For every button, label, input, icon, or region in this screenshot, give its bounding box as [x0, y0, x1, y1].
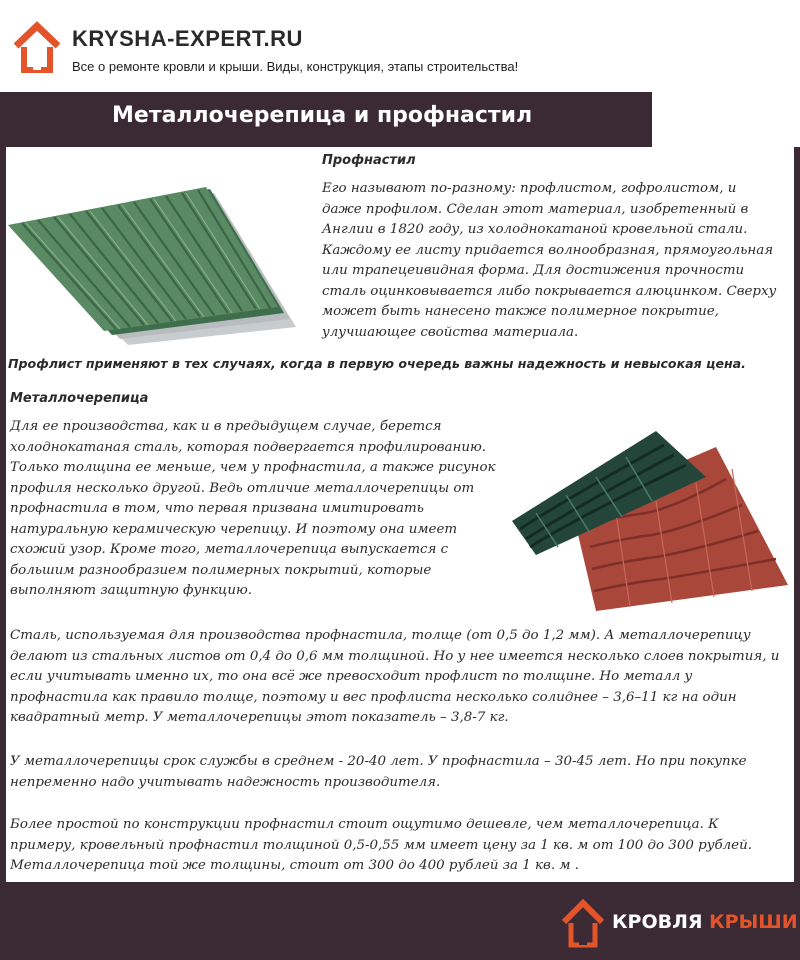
site-header	[0, 0, 800, 92]
footer-house-logo-icon	[560, 898, 606, 950]
metallocherepitsa-paragraph: Для ее производства, как и в предыдущем случае, берется холоднокатаная сталь, которая подвергается профилированию. Только толщина ее меньше, чем у профнастила, а также рисунок профиля несколько другой. Ведь отличие металлочерепицы от профнастила в том, что первая призвана имитировать натуральную керамическую черепицу. И поэтому она имеет схожий узор. Кроме того, металлочерепица выпускается с большим разнообразием полимерных покрытий, которые выполняют защитную функцию.	[10, 419, 496, 598]
footer-brand-part1: КРОВЛЯ	[612, 911, 710, 933]
comparison-thickness: Сталь, используемая для производства профнастила, толще (от 0,5 до 1,2 мм). А металлочерепицу делают из стальных листов от 0,4 до 0,6 мм толщиной. Но у нее имеется несколько слоев покрытия, и если учитывать именно их, то она всё же превосходит профлист по толщине. Но металл у профнастила как правило толще, поэтому и вес профлиста несколько солиднее – 3,6–11 кг на один квадратный метр. У металлочерепицы этот показатель – 3,8-7 кг.	[10, 628, 780, 725]
site-name[interactable]: KRYSHA-EXPERT.RU	[72, 26, 303, 51]
profnastil-paragraph: Его называют по-разному: профлистом, гофролистом, и даже профилом. Сделан этот материал, изобретенный в Англии в 1820 году, из холоднокатаной кровельной стали. Каждому ее листу придается волнообразная, прямоугольная или трапецеивидная форма. Для достижения прочности сталь оцинковывается либо покрывается алюцинком. Сверху может быть нанесено также полимерное покрытие, улучшающее свойства материала.	[322, 181, 777, 340]
content-panel	[6, 147, 794, 882]
comparison-lifetime: У металлочерепицы срок службы в среднем - 20-40 лет. У профнастила – 30-45 лет. Но при покупке непременно надо учитывать надежность производителя.	[10, 754, 747, 790]
metal-tile-sheets-image	[506, 417, 790, 612]
emphasis-statement: Профлист применяют в тех случаях, когда в первую очередь важны надежность и невысокая цена.	[8, 356, 746, 371]
profnastil-heading: Профнастил	[322, 153, 416, 168]
footer-brand[interactable]	[612, 911, 798, 933]
footer-brand-part2: КРЫШИ	[709, 911, 798, 933]
metallocherepitsa-heading: Металлочерепица	[10, 391, 149, 406]
site-tagline: Все о ремонте кровли и крыши. Виды, конструкция, этапы строительства!	[72, 59, 519, 74]
comparison-price: Более простой по конструкции профнастил стоит ощутимо дешевле, чем металлочерепица. К примеру, кровельный профнастил толщиной 0,5-0,55 мм имеет цену за 1 кв. м от 100 до 300 рублей. Металлочерепица той же толщины, стоит от 300 до 400 рублей за 1 кв. м .	[10, 817, 752, 873]
page-title: Металлочерепица и профнастил	[112, 103, 533, 128]
house-roof-logo-icon[interactable]	[12, 20, 62, 74]
title-bar	[0, 92, 652, 147]
title-bar-spacer	[652, 92, 800, 147]
green-corrugated-sheets-image	[8, 187, 312, 347]
